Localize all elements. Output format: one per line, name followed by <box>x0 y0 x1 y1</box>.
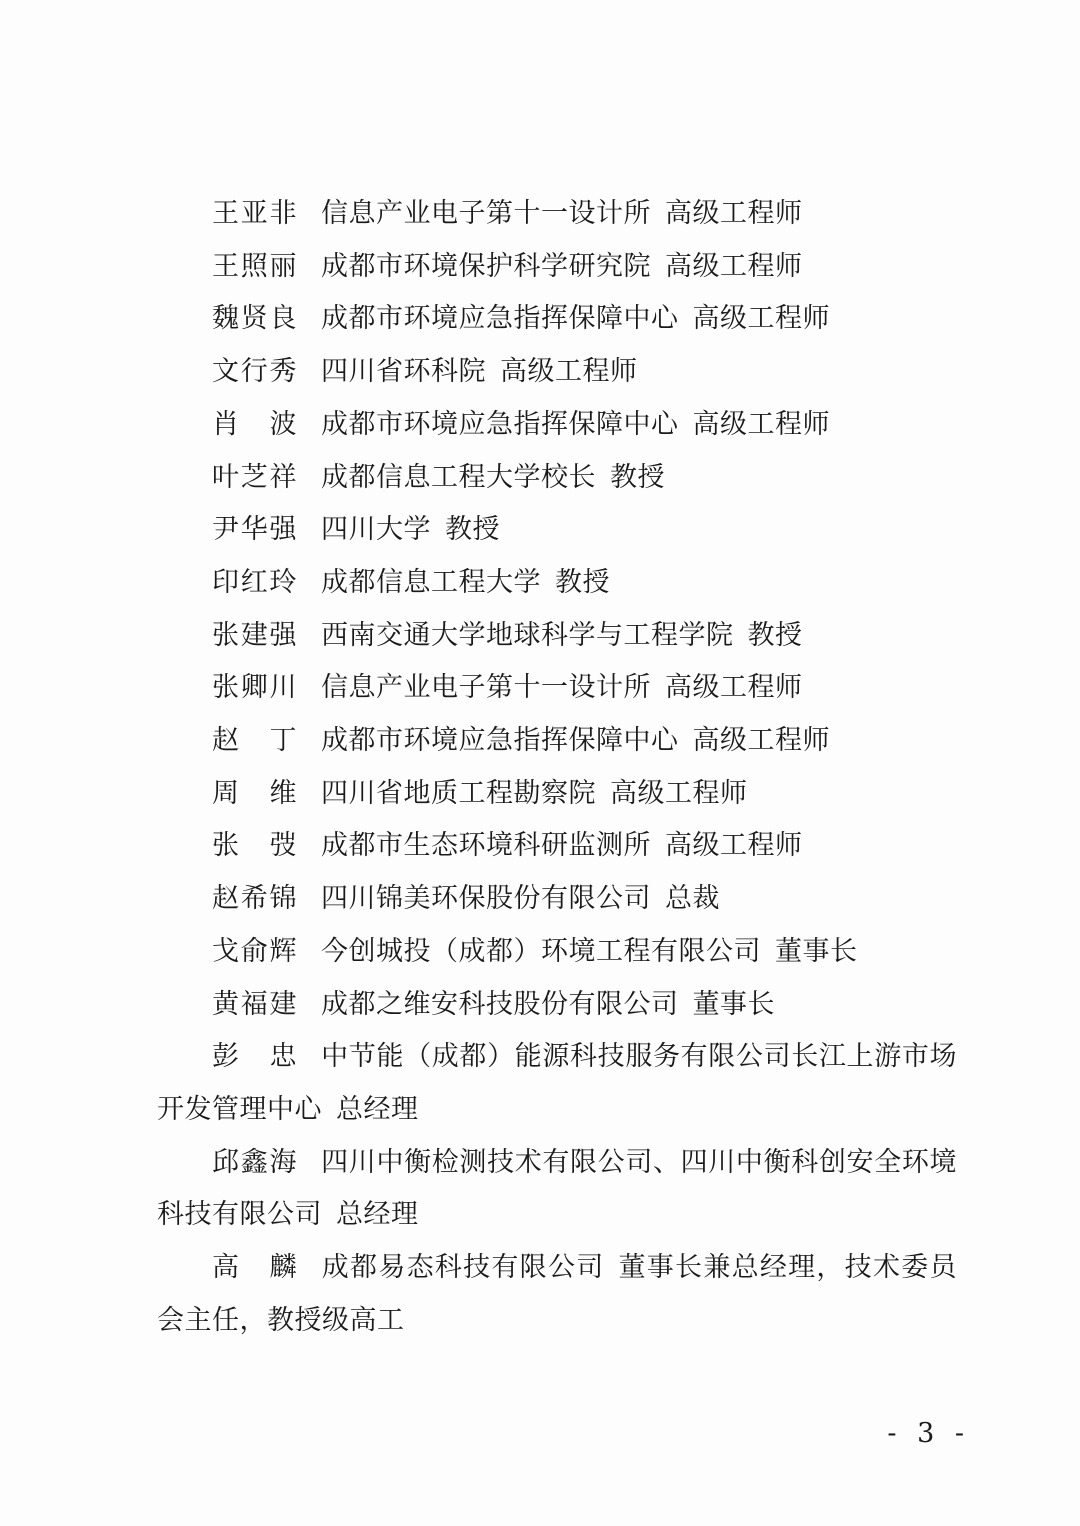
member-name: 张 弢 <box>212 830 297 862</box>
member-organization: 西南交通大学地球科学与工程学院 <box>321 619 734 651</box>
member-organization: 成都市生态环境科研监测所 <box>321 830 651 862</box>
list-item <box>157 399 957 452</box>
member-organization: 成都易态科技有限公司 <box>321 1252 605 1284</box>
member-title: 总经理 <box>336 1093 419 1125</box>
list-item <box>157 768 957 821</box>
member-title: 董事长兼总经理，技术委员会主任，教授级高工 <box>157 1252 957 1336</box>
member-title: 高级工程师 <box>665 198 803 229</box>
member-title: 高级工程师 <box>500 356 638 388</box>
member-organization: 四川锦美环保股份有限公司 <box>321 883 651 915</box>
member-name: 黄福建 <box>212 988 297 1020</box>
list-item <box>157 715 957 768</box>
member-organization: 中节能（成都）能源科技服务有限公司长江上游市场开发管理中心 <box>157 1041 957 1125</box>
member-title: 高级工程师 <box>665 250 803 282</box>
member-organization: 成都市环境应急指挥保障中心 <box>321 303 679 335</box>
member-list <box>157 188 957 1347</box>
member-organization: 四川大学 <box>321 514 431 546</box>
member-name: 叶芝祥 <box>212 461 297 493</box>
member-organization: 成都之维安科技股份有限公司 <box>321 988 679 1020</box>
member-organization: 成都市环境应急指挥保障中心 <box>321 725 679 757</box>
member-organization: 信息产业电子第十一设计所 <box>321 198 651 229</box>
member-title: 总经理 <box>336 1199 419 1231</box>
list-item <box>157 926 957 979</box>
member-title: 教授 <box>555 566 610 598</box>
member-name: 魏贤良 <box>212 303 297 335</box>
list-item <box>157 452 957 505</box>
member-name: 文行秀 <box>212 356 297 388</box>
list-item <box>157 1242 957 1347</box>
member-name: 肖 波 <box>212 408 297 440</box>
member-title: 教授 <box>610 461 665 493</box>
member-title: 董事长 <box>692 988 775 1020</box>
member-title: 教授 <box>747 619 803 651</box>
member-organization: 信息产业电子第十一设计所 <box>321 672 651 704</box>
member-title: 高级工程师 <box>692 725 830 757</box>
member-title: 董事长 <box>775 935 858 967</box>
member-title: 高级工程师 <box>610 777 748 809</box>
list-item <box>157 1031 957 1136</box>
member-name: 王照丽 <box>212 250 297 282</box>
list-item <box>157 188 957 241</box>
list-item <box>157 662 957 715</box>
member-name: 赵 丁 <box>212 725 297 757</box>
member-name: 张卿川 <box>212 672 297 704</box>
member-name: 王亚非 <box>212 198 297 229</box>
member-organization: 四川省地质工程勘察院 <box>321 777 596 809</box>
list-item <box>157 241 957 294</box>
member-organization: 成都市环境保护科学研究院 <box>321 250 651 282</box>
member-title: 总裁 <box>665 883 720 915</box>
member-organization: 成都信息工程大学 <box>321 566 541 598</box>
member-name: 尹华强 <box>212 514 297 546</box>
list-item <box>157 1137 957 1242</box>
member-organization: 今创城投（成都）环境工程有限公司 <box>321 935 761 967</box>
list-item <box>157 504 957 557</box>
member-name: 邱鑫海 <box>212 1146 297 1178</box>
list-item <box>157 820 957 873</box>
member-title: 高级工程师 <box>665 672 803 704</box>
list-item <box>157 873 957 926</box>
list-item <box>157 610 957 663</box>
member-organization: 四川中衡检测技术有限公司、四川中衡科创安全环境科技有限公司 <box>157 1146 957 1231</box>
member-title: 高级工程师 <box>692 408 830 440</box>
list-item <box>157 557 957 610</box>
member-organization: 成都市环境应急指挥保障中心 <box>321 408 679 440</box>
member-name: 张建强 <box>212 619 297 651</box>
member-name: 彭 忠 <box>212 1041 297 1073</box>
member-title: 高级工程师 <box>665 830 803 862</box>
list-item <box>157 293 957 346</box>
page-number: - 3 - <box>887 1418 970 1449</box>
member-title: 高级工程师 <box>692 303 830 335</box>
member-name: 印红玲 <box>212 566 297 598</box>
member-name: 戈俞辉 <box>212 935 297 967</box>
list-item <box>157 979 957 1032</box>
list-item <box>157 346 957 399</box>
member-name: 高 麟 <box>212 1252 297 1284</box>
member-name: 赵希锦 <box>212 883 297 915</box>
member-title: 教授 <box>445 514 500 546</box>
member-organization: 成都信息工程大学校长 <box>321 461 596 493</box>
member-name: 周 维 <box>212 777 297 809</box>
member-organization: 四川省环科院 <box>321 356 486 388</box>
